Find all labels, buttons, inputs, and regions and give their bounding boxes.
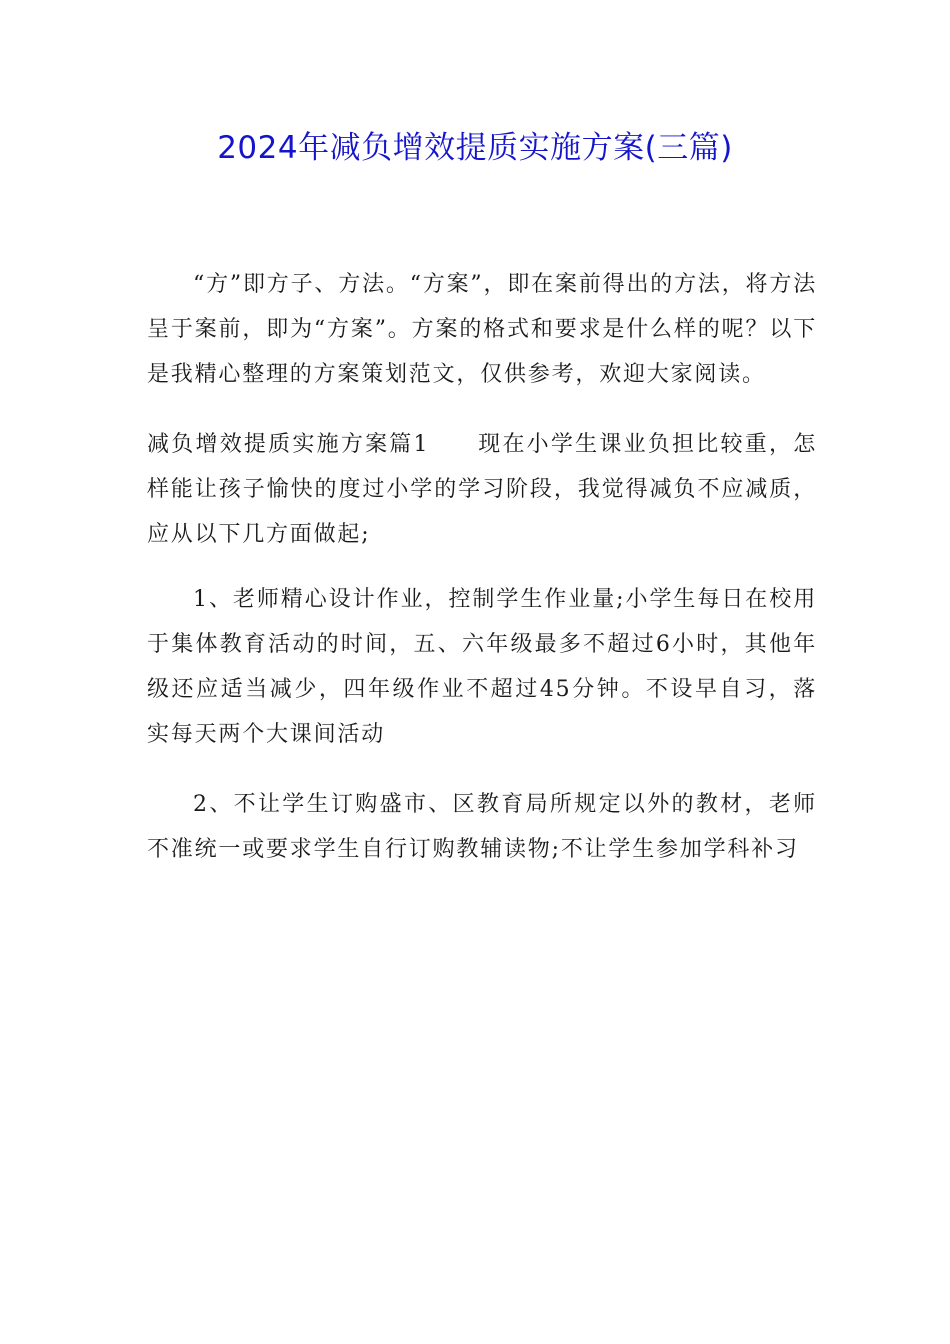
section-1-paragraph: 减负增效提质实施方案篇1 现在小学生课业负担比较重，怎样能让孩子愉快的度过小学的学习阶段，我觉得减负不应减质，应从以下几方面做起; [147, 432, 817, 547]
intro-paragraph: “方”即方子、方法。“方案”，即在案前得出的方法，将方法呈于案前，即为“方案”。方案的格式和要求是什么样的呢？以下是我精心整理的方案策划范文，仅供参考，欢迎大家阅读。 [147, 272, 817, 387]
document-title: 2024年减负增效提质实施方案(三篇) [217, 130, 733, 166]
document-body [147, 262, 817, 897]
item-1-paragraph: 1、老师精心设计作业，控制学生作业量;小学生每日在校用于集体教育活动的时间，五、六年级最多不超过6小时，其他年级还应适当减少，四年级作业不超过45分钟。不设早自习，落实每天两个大课间活动 [147, 587, 817, 747]
item-2-paragraph: 2、不让学生订购盛市、区教育局所规定以外的教材，老师不准统一或要求学生自行订购教辅读物;不让学生参加学科补习 [147, 792, 817, 862]
